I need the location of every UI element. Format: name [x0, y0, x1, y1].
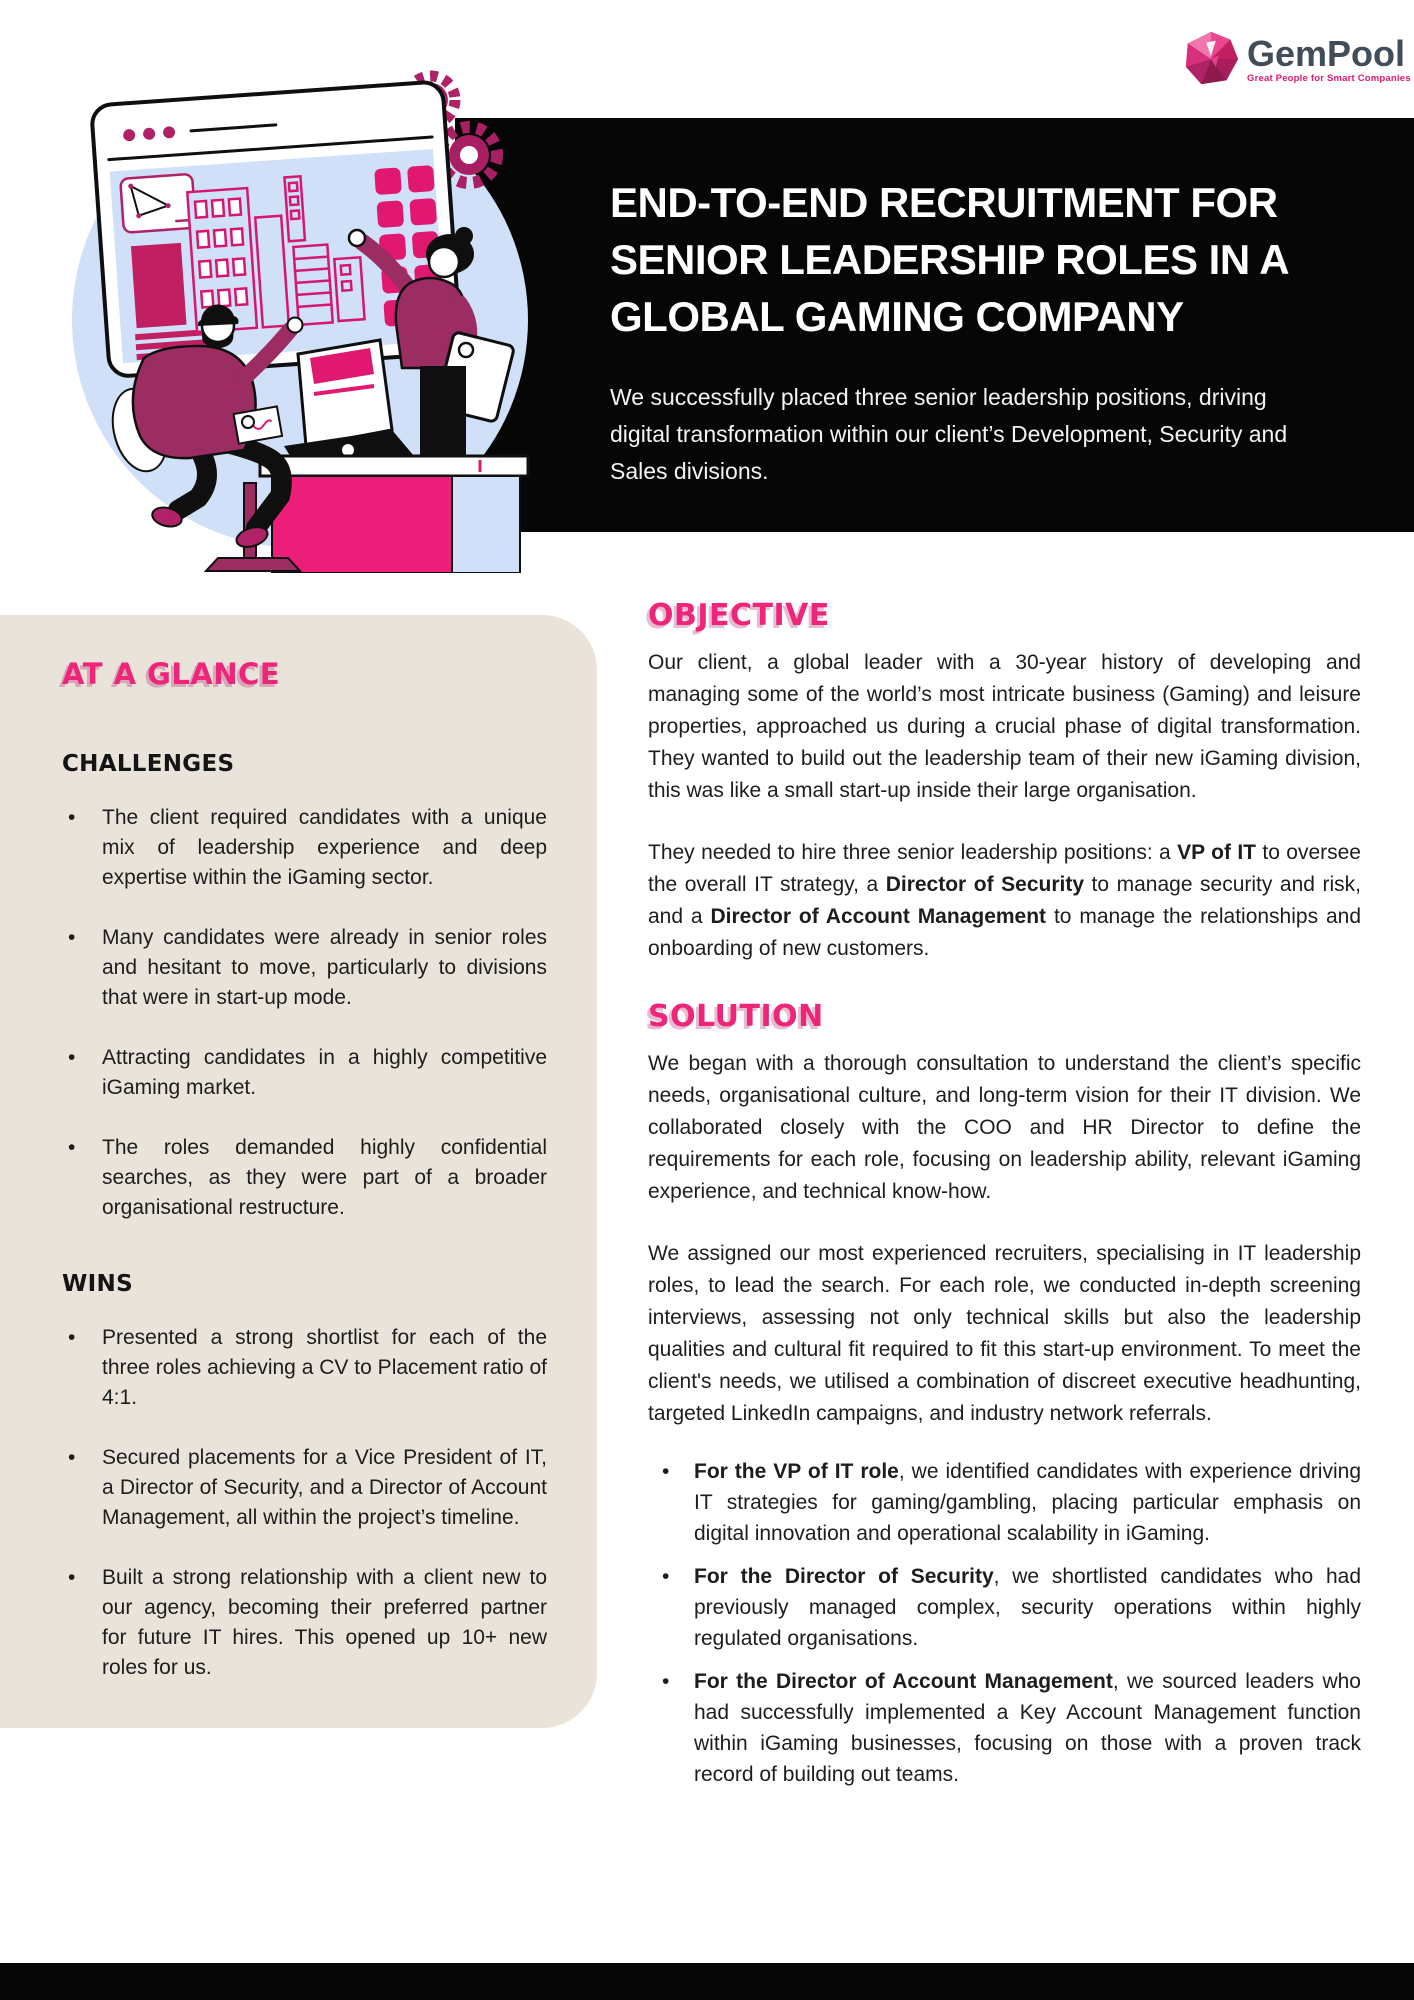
bullet-icon: •: [662, 1460, 670, 1483]
list-item: [648, 1666, 1361, 1790]
list-item: [62, 1043, 547, 1103]
win-text: Built a strong relationship with a client new to our agency, becoming their preferred partner for future IT hires. This opened up 10+ new roles for us.: [102, 1566, 547, 1679]
challenge-text: Attracting candidates in a highly competitive iGaming market.: [102, 1046, 547, 1099]
solution-heading: SOLUTION: [648, 999, 824, 1034]
challenge-text: The client required candidates with a unique mix of leadership experience and deep expertise within the iGaming sector.: [102, 806, 547, 889]
paper: [234, 406, 283, 443]
bullet-icon: •: [68, 1566, 76, 1589]
hero-banner: [455, 118, 1414, 532]
bullet-icon: •: [68, 1446, 76, 1469]
list-item: [62, 1323, 547, 1413]
wins-heading: WINS: [62, 1271, 133, 1297]
challenge-text: Many candidates were already in senior roles and hesitant to move, particularly to divisions that were in start-up mode.: [102, 926, 547, 1009]
page-title: [610, 174, 1370, 345]
hero-subtitle: We successfully placed three senior leadership positions, driving digital transformation within our client’s Development, Security and Sales divisions.: [610, 384, 1288, 484]
bullet-icon: •: [68, 806, 76, 829]
bullet-icon: •: [68, 926, 76, 949]
bullet-icon: •: [662, 1670, 670, 1693]
bullet-icon: •: [68, 1136, 76, 1159]
bullet-icon: •: [68, 1046, 76, 1069]
wins-list: [62, 1323, 547, 1683]
role-bullet-text: For the VP of IT role, we identified candidates with experience driving IT strategies for gaming/gambling, placing particular emphasis on digital innovation and operational scalability in iGaming.: [694, 1460, 1361, 1545]
bullet-icon: •: [68, 1326, 76, 1349]
pants: [420, 366, 466, 466]
page-title-line-3: GLOBAL GAMING COMPANY: [610, 293, 1184, 340]
at-a-glance-panel: [0, 615, 597, 1728]
role-bullet-text: For the Director of Account Management, we sourced leaders who had successfully implemented a Key Account Management function within iGaming businesses, focusing on those with a proven track record of building out teams.: [694, 1670, 1361, 1786]
challenges-heading: CHALLENGES: [62, 751, 235, 777]
footer-bar: [0, 1963, 1414, 2000]
brand-name: GemPool: [1247, 32, 1406, 74]
page-title-line-2: SENIOR LEADERSHIP ROLES IN A: [610, 236, 1290, 283]
at-a-glance-heading: AT A GLANCE: [62, 657, 281, 691]
solution-paragraph-1: We began with a thorough consultation to understand the client’s specific needs, organisational culture, and long-term vision for their IT division. We collaborated closely with the COO and HR Director to define the requirements for each role, focusing on leadership ability, relevant iGaming experience, and technical know-how.: [648, 1052, 1361, 1203]
brand-tagline: Great People for Smart Companies: [1247, 72, 1411, 84]
desk: [260, 456, 528, 573]
objective-paragraph-2: They needed to hire three senior leadership positions: a VP of IT to oversee the overall IT strategy, a Director of Security to manage security and risk, and a Director of Account Management to manage the relationships and onboarding of new customers.: [648, 841, 1362, 960]
list-item: [648, 1561, 1361, 1654]
solution-roles-list: [648, 1456, 1361, 1790]
gempool-logo: [1182, 30, 1411, 88]
role-bullet-text: For the Director of Security, we shortlisted candidates who had previously managed complex, security operations within highly regulated organisations.: [694, 1565, 1361, 1650]
objective-paragraph-1: Our client, a global leader with a 30-year history of developing and managing some of the world’s most intricate business (Gaming) and leisure properties, approached us during a crucial phase of digital transformation. They wanted to build out the leadership team of their new iGaming division, this was like a small start-up inside their large organisation.: [648, 651, 1361, 802]
wireframe-card: [120, 174, 196, 233]
illustration: [48, 58, 553, 573]
gem-icon: [1182, 30, 1240, 88]
solution-paragraph-2: We assigned our most experienced recruiters, specialising in IT leadership roles, to lead the search. For each role, we conducted in-depth screening interviews, assessing not only technical skills but also the leadership qualities and cultural fit required to fit this start-up environment. To meet the client's needs, we utilised a combination of discreet executive headhunting, targeted LinkedIn campaigns, and industry network referrals.: [648, 1242, 1361, 1425]
list-item: [62, 1133, 547, 1223]
main-content: [648, 598, 1361, 1802]
list-item: [62, 1443, 547, 1533]
win-text: Secured placements for a Vice President of IT, a Director of Security, and a Director of Account Management, all within the project’s timeline.: [102, 1446, 547, 1529]
logo-text: [1247, 32, 1411, 84]
objective-heading: OBJECTIVE: [648, 598, 830, 633]
win-text: Presented a strong shortlist for each of the three roles achieving a CV to Placement ratio of 4:1.: [102, 1326, 547, 1409]
challenge-text: The roles demanded highly confidential searches, as they were part of a broader organisational restructure.: [102, 1136, 547, 1219]
hero-content: [610, 174, 1370, 490]
list-item: [62, 1563, 547, 1683]
challenges-list: [62, 803, 547, 1223]
content-block: [131, 243, 187, 328]
list-item: [62, 803, 547, 893]
page-title-line-1: END-TO-END RECRUITMENT FOR: [610, 179, 1278, 226]
list-item: [648, 1456, 1361, 1549]
bullet-icon: •: [662, 1565, 670, 1588]
list-item: [62, 923, 547, 1013]
